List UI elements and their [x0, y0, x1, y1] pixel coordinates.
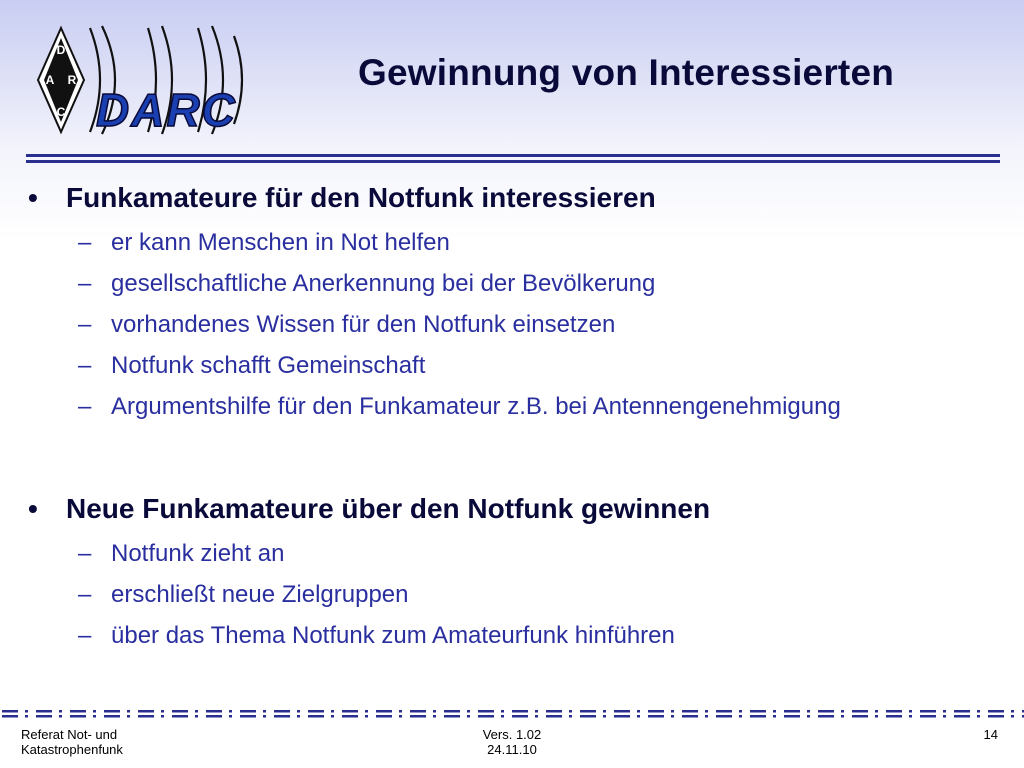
list-item: vorhandenes Wissen für den Notfunk einsetzen: [111, 311, 616, 338]
list-item: Notfunk schafft Gemeinschaft: [111, 352, 426, 379]
slide-title: Gewinnung von Interessierten: [358, 52, 895, 93]
bullet-heading-2: Neue Funkamateure über den Notfunk gewinnen: [66, 493, 711, 524]
bullet-1: •: [28, 182, 38, 213]
dash: –: [78, 352, 92, 379]
list-item: erschließt neue Zielgruppen: [111, 581, 409, 608]
list-item: er kann Menschen in Not helfen: [111, 229, 450, 256]
page-number: 14: [983, 727, 998, 742]
bullet-2: •: [28, 493, 38, 524]
list-item: Notfunk zieht an: [111, 540, 285, 567]
logo-letter-r: R: [67, 73, 77, 87]
dash: –: [78, 581, 92, 608]
logo-wordmark: DARC: [96, 84, 237, 136]
list-item: Argumentshilfe für den Funkamateur z.B. bei Antennengenehmigung: [111, 393, 841, 420]
dash: –: [78, 229, 92, 256]
logo-letter-c: C: [56, 105, 66, 119]
bullet-heading-1: Funkamateure für den Notfunk interessieren: [66, 182, 656, 213]
footer-decoration: [0, 702, 1024, 726]
footer-department: [21, 727, 123, 757]
dash: –: [78, 622, 92, 649]
dash: –: [78, 311, 92, 338]
dash: –: [78, 393, 92, 420]
list-item: über das Thema Notfunk zum Amateurfunk hinführen: [111, 622, 675, 649]
footer-department-line1: Referat Not- und: [21, 727, 118, 742]
footer-version-block: [450, 727, 574, 757]
footer-version: Vers. 1.02: [482, 727, 542, 742]
footer-department-line2: Katastrophenfunk: [21, 742, 123, 757]
logo-letter-a: A: [45, 73, 55, 87]
list-item: gesellschaftliche Anerkennung bei der Bevölkerung: [111, 270, 656, 297]
dash: –: [78, 270, 92, 297]
dash: –: [78, 540, 92, 567]
footer-date: 24.11.10: [487, 742, 537, 757]
logo-letter-d: D: [56, 43, 66, 57]
